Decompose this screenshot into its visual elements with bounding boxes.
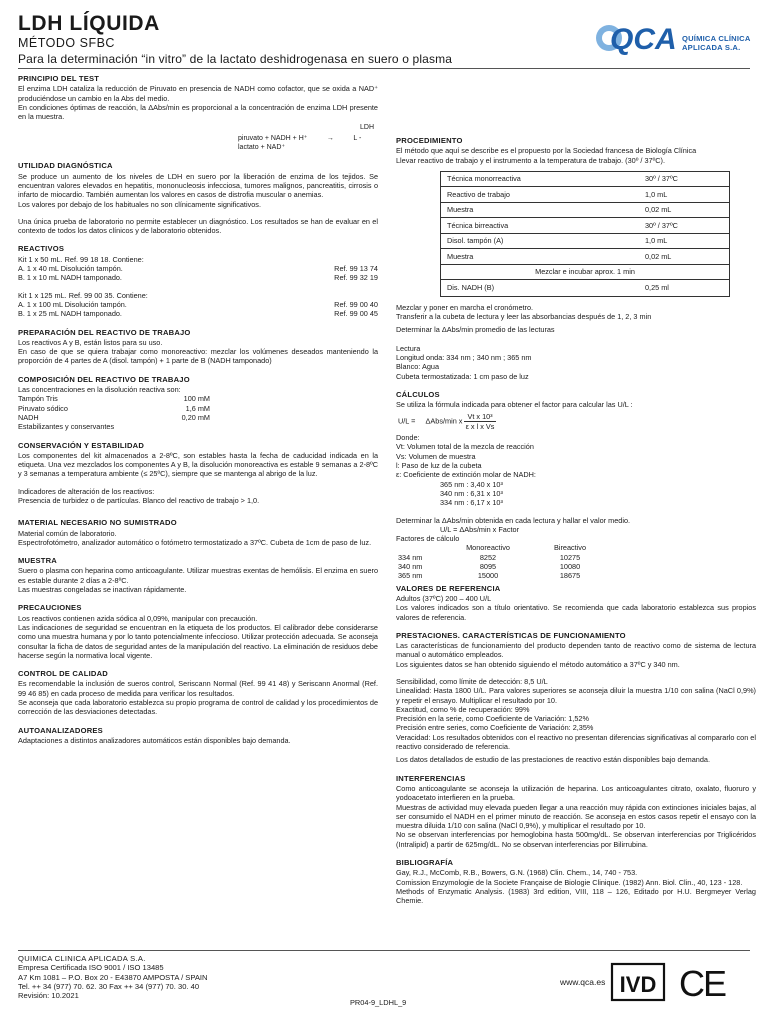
procedure-value: 0,02 mL [645, 251, 672, 261]
section-heading: COMPOSICIÓN DEL REACTIVO DE TRABAJO [18, 374, 190, 384]
document-reference: PR04-9_LDHL_9 [350, 998, 407, 1007]
composition-item [18, 404, 210, 413]
right-column [396, 136, 756, 915]
section-interferencias [396, 774, 756, 849]
paragraph: Cubeta termostatizada: 1 cm paso de luz [396, 371, 529, 381]
paragraph: Como anticoagulante se aconseja la utilización de heparina. Los anticoagulantes citrato, oxalato, fluoruro y yodoacetato interfieren en la prueba. [396, 783, 756, 803]
extinction-value: 340 nm : 6,31 x 10³ [440, 488, 503, 498]
page-title: LDH LÍQUIDA [18, 12, 160, 35]
paragraph: Transferir a la cubeta de lectura y leer las absorbancias después de 1, 2, 3 min [396, 312, 652, 322]
formula-denominator: ε x l x Vs [465, 421, 495, 431]
section-utilidad [18, 161, 378, 235]
kit-item-ref: Ref. 99 00 40 [334, 299, 378, 309]
section-heading: MUESTRA [18, 556, 57, 566]
footer-rule [18, 950, 750, 951]
footer-address: A7 Km 1081 – P.O. Box 20 - E43870 AMPOSTA / SPAIN [18, 972, 208, 982]
paragraph: En caso de que se quiera trabajar como monoreactivo: mezclar los volúmenes deseados manteniendo la proporción de 4 partes de A (disol. tampón) + 1 parte de B (NADH tamponado) [18, 347, 378, 366]
factor-header: Bireactivo [553, 543, 587, 553]
paragraph: Determinar la ΔAbs/min obtenida en cada lectura y hallar el valor medio. [396, 515, 631, 525]
paragraph: Vt: Volumen total de la mezcla de reacción [396, 442, 534, 452]
section-heading: MATERIAL NECESARIO NO SUMISTRADO [18, 518, 177, 528]
factor-header [398, 543, 446, 552]
factor-cell: 334 nm [398, 552, 423, 562]
procedure-value: 30º / 37ºC [645, 174, 678, 184]
factor-table [398, 543, 756, 580]
paragraph: Es recomendable la inclusión de sueros control, Seriscann Normal (Ref. 99 41 48) y Seriscann Anormal (Ref. 99 46 85) en cada proceso de medida para verificar los resultados. [18, 679, 378, 698]
procedure-row [441, 265, 729, 281]
paragraph: No se observan interferencias por hemoglobina hasta 500mg/dL. Se observan interferencias por Triglicéridos (Intralipid) a partir de 625mg/dL. No se observan interferencias por Bilirrubina. [396, 830, 756, 849]
formula-numerator: Vt x 10³ [464, 412, 495, 422]
formula-mid: ΔAbs/min x [425, 416, 463, 426]
section-precauciones [18, 603, 378, 660]
section-prestaciones [396, 631, 756, 765]
paragraph: Precisión entre series, como Coeficiente de Variación: 2,35% [396, 723, 594, 733]
method-subtitle: MÉTODO SFBC [18, 36, 115, 50]
factor-cell: 10275 [559, 552, 581, 562]
section-heading: CONTROL DE CALIDAD [18, 669, 108, 679]
section-heading: BIBLIOGRAFÍA [396, 858, 454, 868]
factor-cell: 8252 [479, 552, 497, 562]
paragraph: l: Paso de luz de la cubeta [396, 461, 482, 471]
paragraph: Exactitud, como % de recuperación: 99% [396, 704, 530, 714]
section-muestra [18, 556, 378, 594]
left-column [18, 74, 378, 754]
kit-item-label: A. 1 x 100 mL Disolución tampón. [18, 299, 127, 309]
paragraph: Adaptaciones a distintos analizadores automáticos están disponibles bajo demanda. [18, 735, 291, 745]
paragraph: Material común de laboratorio. [18, 528, 117, 538]
paragraph: Los valores por debajo de los habituales no son clínicamente significativos. [18, 199, 261, 209]
paragraph: Lectura [396, 343, 421, 353]
paragraph: Sensibilidad, como límite de detección: 8,5 U/L [396, 676, 548, 686]
paragraph: Estabilizantes y conservantes [18, 422, 115, 432]
paragraph: Espectrofotómetro, analizador automático o fotómetro termostatizado a 37ºC. Cubeta de 1cm de paso de luz. [18, 537, 372, 547]
paragraph: Veracidad: Los resultados obtenidos con el reactivo no presentan diferencias significativas al compararlo con el reactivo considerado de referencia. [396, 732, 756, 752]
paragraph: Una única prueba de laboratorio no permite establecer un diagnóstico. Los resultados se han de evaluar en el contexto de todos los datos clínicos y de laboratorio obtenidos. [18, 216, 378, 236]
section-heading: AUTOANALIZADORES [18, 725, 103, 735]
factor-cell: 15000 [477, 571, 499, 581]
kit-item-ref: Ref. 99 32 19 [334, 273, 378, 283]
procedure-row [441, 234, 729, 250]
composition-name: Tampón Tris [18, 394, 58, 404]
section-control [18, 669, 378, 716]
reaction-equation [18, 123, 378, 152]
section-conservacion [18, 441, 378, 506]
footer-phone: Tel. ++ 34 (977) 70. 62. 30 Fax ++ 34 (977) 70. 30. 40 [18, 981, 200, 991]
footer-revision: Revisión: 10.2021 [18, 991, 79, 1001]
paragraph: En condiciones óptimas de reacción, la ΔAbs/min es proporcional a la concentración de enzima LDH presente en la muestra. [18, 102, 378, 122]
section-lectura [396, 344, 756, 381]
procedure-value: 1,0 mL [645, 189, 668, 199]
section-reactivos [18, 244, 378, 318]
paragraph: Suero o plasma con heparina como anticoagulante. Utilizar muestras exentas de hemólisis. El enzima en suero es estable durante 2 días a 2-8ºC. [18, 566, 378, 585]
footer-cert: Empresa Certificada ISO 9001 / ISO 13485 [18, 963, 164, 973]
kit-item-ref: Ref. 99 00 45 [334, 309, 378, 319]
section-composicion [18, 375, 378, 432]
kit-item [18, 300, 378, 309]
section-preparacion [18, 328, 378, 366]
paragraph: El enzima LDH cataliza la reducción de Piruvato en presencia de NADH como cofactor, que se oxida a NAD⁺ produciéndose un cambio en la Abs del medio. [18, 84, 378, 103]
section-heading: INTERFERENCIAS [396, 773, 466, 783]
reaction-enzyme: LDH [360, 124, 375, 132]
procedure-step: Muestra [447, 251, 474, 261]
procedure-step: Muestra [447, 205, 474, 215]
footer-company: QUIMICA CLINICA APLICADA S.A. [18, 954, 146, 963]
procedure-value: 0,02 mL [645, 205, 672, 215]
paragraph: Linealidad: Hasta 1800 U/L. Para valores superiores se aconseja diluir la muestra 1/10 con salina (NaCl 0,9%) y repetir el ensayo. Multiplicar el resultado por 10. [396, 686, 756, 705]
kit-line: Kit 1 x 125 mL. Ref. 99 00 35. Contiene: [18, 290, 148, 300]
paragraph: Indicadores de alteración de los reactivos: [18, 486, 155, 496]
paragraph: Las indicaciones de seguridad se encuentran en la etiqueta de los productos. El calibrador debe considerarse como una muestra humana y por lo tanto potencialmente infeccioso. Utilizar protección adecuada. Se aconseja consultar la ficha de datos de seguridad antes de la manipulación del reactivo. La eliminación de residuos debe hacerse según la normativa local vigente. [18, 622, 378, 660]
kit-item [18, 309, 378, 318]
procedure-step: Reactivo de trabajo [447, 189, 510, 199]
composition-value: 0,20 mM [181, 412, 210, 422]
section-heading: CONSERVACIÓN Y ESTABILIDAD [18, 440, 145, 450]
paragraph: Presencia de turbidez o de partículas. Blanco del reactivo de trabajo > 1,0. [18, 495, 260, 505]
paragraph: Los datos detallados de estudio de las prestaciones de reactivo están disponibles bajo demanda. [396, 755, 710, 765]
section-procedimiento [396, 136, 756, 335]
procedure-row [441, 280, 729, 296]
reaction-line [18, 134, 378, 153]
paragraph: Las concentraciones en la disolución reactiva son: [18, 385, 181, 395]
procedure-step: Mezclar e incubar aprox. 1 min [535, 267, 635, 277]
logo-line2: APLICADA S.A. [682, 43, 741, 52]
section-heading: PRINCIPIO DEL TEST [18, 74, 100, 83]
paragraph: ε: Coeficiente de extinción molar de NADH: [396, 470, 536, 480]
section-heading: PRECAUCIONES [18, 603, 82, 613]
kit-item-ref: Ref. 99 13 74 [334, 264, 378, 274]
procedure-table [440, 171, 730, 297]
section-calculos [396, 390, 756, 581]
section-heading: PREPARACIÓN DEL REACTIVO DE TRABAJO [18, 327, 191, 337]
formula-lhs: U/L = [398, 416, 416, 426]
header-rule [18, 68, 750, 69]
section-principio [18, 74, 378, 152]
paragraph: Los componentes del kit almacenados a 2-8ºC, son estables hasta la fecha de caducidad indicada en la etiqueta. Una vez mezclados los componentes A y B, la disolución monoreactiva es estable 9 semanas a 2-8ºC y 3 semanas a temperatura ambiente (≤ 25ºC), siempre que se mantenga al abrigo de la luz. [18, 450, 378, 479]
regulatory-marks [610, 960, 740, 1004]
paragraph: El método que aquí se describe es el propuesto por la Sociedad francesa de Biología Clínica [396, 146, 697, 156]
paragraph: U/L = ΔAbs/min x Factor [440, 524, 520, 534]
section-heading: PRESTACIONES. CARACTERÍSTICAS DE FUNCIONAMIENTO [396, 630, 626, 640]
section-heading: CÁLCULOS [396, 389, 440, 399]
paragraph: Muestras de actividad muy elevada pueden llegar a una reacción muy rápida con extinciones iniciales bajas, al ser consumido el NADH en el primer minuto de reacción. Se aconseja en estos casos repetir el ensayo con la muestra diluida 1/10 con salina (NaCl 0,9%), y multiplicar el resultado por 10. [396, 802, 756, 831]
logo-text [682, 34, 751, 52]
reaction-right: L - lactato + NAD⁺ [238, 134, 362, 152]
procedure-step: Disol. tampón (A) [447, 236, 504, 246]
paragraph: Blanco: Agua [396, 362, 440, 372]
composition-value: 1,6 mM [185, 403, 210, 413]
formula [396, 412, 756, 432]
paragraph: Las muestras congeladas se inactivan rápidamente. [18, 585, 187, 595]
procedure-step: Técnica birreactiva [447, 220, 509, 230]
paragraph: Se aconseja que cada laboratorio establezca su propio programa de control de calidad y los procedimientos de corrección de las desviaciones detectadas. [18, 698, 378, 717]
kit-item [18, 273, 378, 282]
section-bibliografia [396, 858, 756, 905]
composition-name: Piruvato sódico [18, 403, 68, 413]
procedure-row [441, 187, 729, 203]
paragraph: Los reactivos A y B, están listos para su uso. [18, 337, 163, 347]
document-tagline: Para la determinación “in vitro” de la lactato deshidrogenasa en suero o plasma [18, 52, 453, 66]
footer [18, 954, 208, 1000]
paragraph: Los valores indicados son a título orientativo. Se recomienda que cada laboratorio establezca sus propios valores de referencia. [396, 603, 756, 622]
factor-cell: 18675 [559, 571, 581, 581]
reaction-left: piruvato + NADH + H⁺ [238, 134, 308, 142]
qca-logo [596, 16, 756, 60]
procedure-step: Técnica monorreactiva [447, 174, 521, 184]
paragraph: Llevar reactivo de trabajo y el instrumento a la temperatura de trabajo. (30º / 37ºC). [396, 155, 665, 165]
composition-item [18, 413, 210, 422]
paragraph: Adultos (37ºC) 200 – 400 U/L [396, 593, 492, 603]
procedure-step: Dis. NADH (B) [447, 283, 495, 293]
paragraph: Donde: [396, 433, 420, 443]
procedure-row [441, 203, 729, 219]
paragraph: Factores de cálculo [396, 534, 460, 544]
paragraph: Se utiliza la fórmula indicada para obtener el factor para calcular las U/L : [396, 400, 633, 410]
procedure-row [441, 172, 729, 188]
paragraph: Las características de funcionamiento del producto dependen tanto de reactivo como de sistema de lectura manual o automático empleados. [396, 641, 756, 660]
kit-item-label: A. 1 x 40 mL Disolución tampón. [18, 264, 123, 274]
paragraph: Precisión en la serie, como Coeficiente de Variación: 1,52% [396, 714, 589, 724]
procedure-value: 30º / 37ºC [645, 220, 678, 230]
kit-item-label: B. 1 x 10 mL NADH tamponado. [18, 273, 122, 283]
section-material [18, 518, 378, 547]
paragraph: Longitud onda: 334 nm ; 340 nm ; 365 nm [396, 353, 532, 363]
reaction-arrow: → [326, 134, 334, 142]
factor-cell: 365 nm [398, 571, 423, 581]
composition-name: NADH [18, 412, 39, 422]
paragraph: Vs: Volumen de muestra [396, 451, 476, 461]
composition-value: 100 mM [183, 394, 210, 404]
ce-mark: CE [678, 963, 726, 1004]
logo-mark: QCA [610, 23, 677, 56]
procedure-row [441, 249, 729, 265]
section-valores [396, 584, 756, 622]
extinction-value: 334 nm : 6,17 x 10³ [440, 498, 503, 508]
procedure-value: 0,25 ml [645, 283, 669, 293]
reference-item: Methods of Enzymatic Analysis. (1983) 3rd edition, VIII, 118 – 126, Editado por H.U. Bergmeyer Verlag Chemie. [396, 886, 756, 906]
factor-cell: 340 nm [398, 562, 423, 572]
paragraph: Los reactivos contienen azida sódica al 0,09%, manipular con precaución. [18, 613, 258, 623]
kit-line: Kit 1 x 50 mL. Ref. 99 18 18. Contiene: [18, 254, 144, 264]
logo-line1: QUÍMICA CLÍNICA [682, 34, 751, 43]
section-autoanalizadores [18, 726, 378, 746]
formula-fraction [464, 412, 495, 432]
extinction-value: 365 nm : 3,40 x 10³ [440, 479, 503, 489]
section-heading: REACTIVOS [18, 244, 65, 254]
paragraph: Mezclar y poner en marcha el cronómetro. [396, 302, 534, 312]
procedure-row [441, 218, 729, 234]
kit-item [18, 264, 378, 273]
composition-item [18, 394, 210, 403]
section-heading: VALORES DE REFERENCIA [396, 583, 501, 593]
ivd-ce-icon [610, 960, 740, 1004]
paragraph: Los siguientes datos se han obtenido siguiendo el método automático a 37ºC y 340 nm. [396, 659, 680, 669]
paragraph: Se produce un aumento de los niveles de LDH en suero por la liberación de enzima de los tejidos. Se encuentran valores elevados en hepatitis, mononucleosis infecciosa, tumores malignos, pancreatitis, cirrosis o infarto de miocardio. También aumentan los valores en casos de distrofia muscular o anemias. [18, 171, 378, 200]
factor-cell: 8095 [479, 562, 497, 572]
reference-item: Gay, R.J., McComb, R.B., Bowers, G.N. (1968) Clin. Chem., 14, 740 - 753. [396, 868, 638, 878]
section-heading: UTILIDAD DIAGNÓSTICA [18, 161, 113, 171]
factor-cell: 10080 [559, 562, 581, 572]
kit-item-label: B. 1 x 25 mL NADH tamponado. [18, 309, 122, 319]
website-link[interactable]: www.qca.es [560, 977, 606, 987]
reference-item: Comission Enzymologie de la Societe Française de Biologie Clinique. (1982) Ann. Biol. Clin., 40, 123 - 128. [396, 877, 743, 887]
procedure-value: 1,0 mL [645, 236, 668, 246]
factor-header: Monoreactivo [466, 543, 510, 553]
ivd-mark: IVD [619, 972, 657, 997]
paragraph: Determinar la ΔAbs/min promedio de las lecturas [396, 325, 555, 335]
section-heading: PROCEDIMIENTO [396, 136, 463, 145]
